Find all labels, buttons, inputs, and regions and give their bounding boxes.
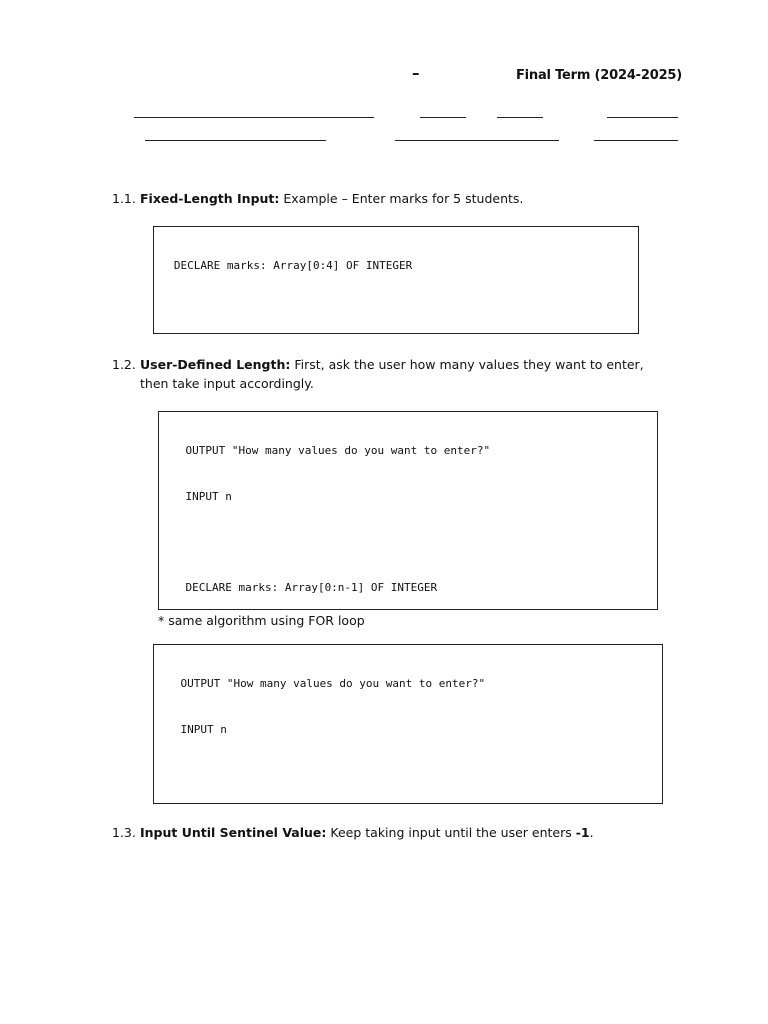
list-item-user-defined-length (112, 355, 672, 393)
code-line (159, 535, 657, 550)
code-line: DECLARE marks: Array[0:4] OF INTEGER (154, 259, 413, 273)
item-number: 1.2. (112, 357, 136, 372)
item-number: 1.3. (112, 825, 136, 840)
list-item-fixed-length (112, 189, 672, 208)
item-text-end: . (589, 825, 594, 840)
blank-line (395, 140, 559, 141)
code-block-fixed-length (153, 226, 639, 334)
code-line: OUTPUT "How many values do you want to enter?" (154, 677, 486, 691)
blank-line (420, 117, 466, 118)
code-block-for-loop (153, 644, 663, 804)
note-text: * same algorithm using FOR loop (158, 613, 365, 628)
code-line: INPUT n (159, 490, 232, 503)
code-line: DECLARE marks: Array[0:n-1] OF INTEGER (159, 581, 438, 595)
code-line (154, 304, 638, 319)
blank-line (607, 117, 678, 118)
item-title: Fixed-Length Input: (140, 191, 280, 206)
list-item-sentinel-value (112, 823, 672, 842)
code-line: INPUT n (154, 723, 227, 736)
item-text: Keep taking input until the user enters (326, 825, 576, 840)
blank-line (134, 117, 374, 118)
item-text: Example – Enter marks for 5 students. (279, 191, 524, 206)
blank-line (497, 117, 543, 118)
item-text: First, ask the user how many values they want to enter, then take input accordingly. (140, 357, 644, 391)
code-line: OUTPUT "How many values do you want to enter?" (159, 444, 491, 458)
item-number: 1.1. (112, 191, 136, 206)
code-line (154, 768, 662, 783)
header-dash: – (412, 64, 420, 82)
code-block-repeat-loop (158, 411, 658, 610)
exam-term-label: Final Term (2024-2025) (515, 68, 682, 83)
blank-line (145, 140, 326, 141)
sentinel-value: -1 (575, 825, 590, 840)
item-title: Input Until Sentinel Value: (140, 825, 327, 840)
blank-line (594, 140, 678, 141)
item-title: User-Defined Length: (140, 357, 291, 372)
